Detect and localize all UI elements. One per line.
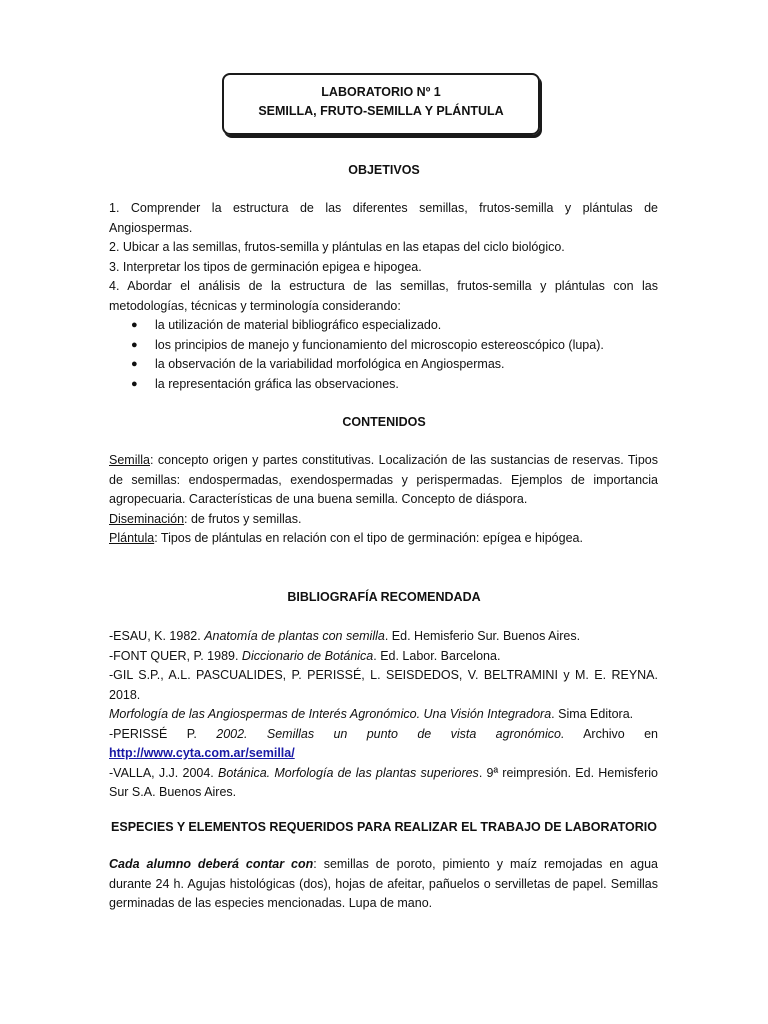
lab-title: LABORATORIO Nº 1 [321, 85, 441, 99]
contenidos-heading: CONTENIDOS [342, 415, 426, 429]
semilla-line3: agropecuaria. Características de una buena semilla. Concepto de diáspora. [109, 492, 528, 506]
especies-line3: germinadas de las especies mencionadas. Lupa de mano. [109, 896, 433, 910]
objetivo-4-bullets [109, 316, 658, 394]
diseminacion-label: Diseminación [109, 511, 185, 526]
objetivos-heading: OBJETIVOS [348, 163, 420, 177]
ref-gil-line2: Morfología de las Angiospermas de Interés Agronómico. Una Visión Integradora. Sima Editora. [109, 707, 634, 721]
semilla-line1: Semilla: concepto origen y partes constitutivas. Localización de las sustancias de reservas. Tipos [109, 453, 658, 467]
especies-body [109, 855, 658, 914]
list-item: ● la observación de la variabilidad morfológica en Angiospermas. [109, 355, 658, 375]
plantula-line: Plántula: Tipos de plántulas en relación con el tipo de germinación: epígea e hipógea. [109, 531, 583, 545]
ref-perisse-line1: -PERISSÉ P. 2002. Semillas un punto de vista agronómico. Archivo en [109, 726, 659, 741]
ref-valla-line2: Sur S.A. Buenos Aires. [109, 785, 237, 799]
objetivo-1-line1: 1. Comprender la estructura de las diferentes semillas, frutos-semilla y plántulas de [109, 201, 658, 215]
bullet-icon: ● [131, 377, 138, 390]
objetivo-1-line2: Angiospermas. [109, 220, 193, 235]
objetivo-3: 3. Interpretar los tipos de germinación epigea e hipogea. [109, 259, 422, 274]
list-item: ● los principios de manejo y funcionamiento del microscopio estereoscópico (lupa). [109, 336, 658, 356]
bibliografia-list [109, 627, 658, 803]
title-box [222, 73, 540, 135]
objetivo-4-line1: 4. Abordar el análisis de la estructura de las semillas, frutos-semilla y plántulas con las [109, 279, 658, 293]
ref-gil-line1: -GIL S.P., A.L. PASCUALIDES, P. PERISSÉ, L. SEISDEDOS, V. BELTRAMINI y M. E. REYNA. 2018. [109, 668, 658, 702]
especies-line1: Cada alumno deberá contar con: semillas de poroto, pimiento y maíz remojadas en agua [109, 857, 658, 871]
objetivo-4-line2: metodologías, técnicas y terminología considerando: [109, 298, 401, 313]
ref-esau: -ESAU, K. 1982. Anatomía de plantas con semilla. Ed. Hemisferio Sur. Buenos Aires. [109, 629, 581, 643]
especies-line2: durante 24 h. Agujas histológicas (dos), hojas de afeitar, pañuelos o servilletas de papel. Semillas [109, 876, 658, 891]
plantula-label: Plántula [109, 531, 155, 545]
lab-subtitle: SEMILLA, FRUTO-SEMILLA Y PLÁNTULA [258, 104, 504, 118]
ref-valla-line1: -VALLA, J.J. 2004. Botánica. Morfología de las plantas superiores. 9ª reimpresión. Ed. Hemisferio [109, 765, 658, 780]
cyta-link[interactable]: http://www.cyta.com.ar/semilla/ [109, 746, 295, 760]
especies-heading: ESPECIES Y ELEMENTOS REQUERIDOS PARA REALIZAR EL TRABAJO DE LABORATORIO [111, 820, 657, 834]
bibliografia-heading: BIBLIOGRAFÍA RECOMENDADA [287, 590, 481, 604]
list-item: ● la representación gráfica las observaciones. [109, 375, 658, 395]
bullet-icon: ● [131, 338, 138, 351]
objetivos-list [109, 199, 658, 394]
bullet-icon: ● [131, 358, 138, 370]
especies-lead: Cada alumno deberá contar con [109, 857, 314, 871]
semilla-line2: de semillas: endospermadas, exendospermadas y perispermadas. Ejemplos de importancia [109, 472, 658, 487]
list-item: ● la utilización de material bibliográfico especializado. [109, 316, 658, 336]
objetivo-2: 2. Ubicar a las semillas, frutos-semilla y plántulas en las etapas del ciclo biológico. [109, 240, 565, 254]
diseminacion-line: Diseminación: de frutos y semillas. [109, 511, 302, 526]
ref-font-quer: -FONT QUER, P. 1989. Diccionario de Botánica. Ed. Labor. Barcelona. [109, 648, 501, 663]
ref-perisse-line2 [109, 744, 658, 764]
bullet-icon: ● [131, 319, 138, 331]
semilla-label: Semilla [109, 453, 150, 467]
contenidos-body [109, 451, 658, 549]
